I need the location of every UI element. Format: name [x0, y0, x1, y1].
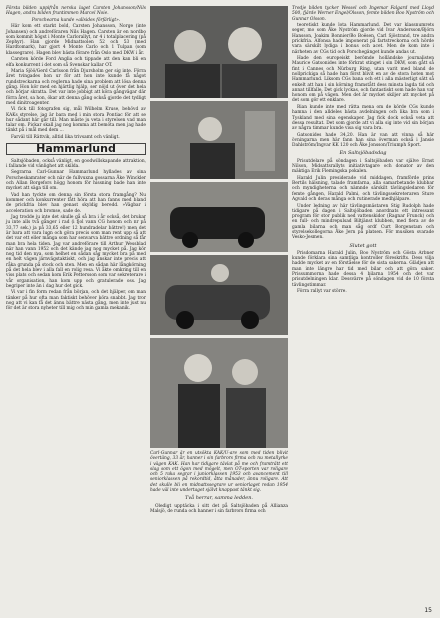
subheading-saltsjobadsdag: En Saltsjöbadsdag [339, 150, 387, 157]
photo-hammarlund [150, 338, 288, 448]
subheading-slutet-gott: Slutet gott [349, 242, 377, 249]
paragraph: Carsten körde Ford Anglia och tippade att den kan bli en elfa konkurrent i det som så Svenskar kallar OT. [6, 57, 146, 68]
paragraph: Förra rallyt var större. [297, 289, 347, 295]
section-heading-hammarlund: Hammarlund [6, 143, 146, 154]
photo-car-2 [150, 255, 288, 335]
photo-caption-left: Första bilden uppifrån nerska laget Carsten Johansson/Nils Hagen, andra bilden fruntimmen Marcel Noie. [6, 6, 146, 17]
paragraph: teoretiskt kunde lota Hammarlund. Det var klassnumrets seger, mo som Åke Nyström gjorde vid Ivar Andersson/Björn Hansson, Joakim Bonnier/Bo Boësen, Carl Sjöstrand, tre andra prickfria. Alfonsa hade imponerat på fartstreckorna och hörde vara särskilt lydiga i bonus och acet. Men de kom inte i närheten av CGs tid och Porschegänget kunde andas ut. [292, 23, 434, 55]
paragraph: Maria Sjöö/Gerd Carlsson från Djursholm ger sig inte. Förra året tvingades hon ur för att hon inte kunde få något rundstreckarna och reglerna hade sina problem att lösa denna gång. Hon kör med en hjärtlig hjälp, ser nöjd ut över det hela och börjar skratta. Det var inte jobbigt att köra gångvägar där förra året, sa hon, ökar att denna gång också gjorde det tydligt med dinitroagenter. [6, 69, 146, 106]
right-column [292, 6, 434, 296]
subheading-mid: Två herrar, samma ledden. [184, 495, 254, 502]
paragraph: Vad han tyckte om denna sin första stora framgång? Nu kommer och konkurrenter fått höra att han fanns med bland de prickfria blev han genast skyldig beredd. »Vägbar i acceleration och bromse, sade de. [6, 192, 146, 214]
paragraph: Farväl till Rättvik, alltid lika trivsamt och vänligt. [11, 134, 120, 140]
paragraph: Vi fick till fotografen sig, mål Wilhelm Kruse, behövd av KAKs styrelse, jag är bara med i min stora Pontiac för att se hur sådant här går till. Man måste ju veta i styrelsen vad man talar om. Pickar skall jag nog komma att bemöta men jag hade tänkt på i mål med dem ... [6, 107, 146, 134]
photo-caption-right: Tredje bilden tycker Wessel och Ingemar Falgard med Lloyd 500, fjärde Werner Engel/Olsson, femte bilden Boo Nyström och Gunnar Olsson. [292, 6, 434, 22]
paragraph: Hade den europeiskt berömde holländske journalisten Maurice Gatsonides inte förkrat stinget i sin DKW, som gått så fint i Cannes och Nürburg Ring, utan varit med bland de nollprickiga så hade han först blivit en av de stora hoten mot Hammarlund. Liksom CGs bana och ett i alla mästerligt sätt så enkelt att han i sin körning framstått dess minsta lagda tid och annat tillfalle. Det gick lyckas, och fantastiskt som hade han var honom om på vägen. Men det är mycket skiljer att mycket på det som gör ett enklare. [292, 56, 434, 104]
photo-drivers-2 [150, 101, 288, 179]
paragraph: Vi var i fin form redan från början, och det hjälper, om man tänker på hur ofta man faktiskt behöver köra snabbt. Jag tror nog att vi kan få det ännu bättre nästa gång, men inte just nu för det är stora nyheter till mig och min gamla mekanik. [6, 290, 146, 312]
paragraph: Prisutdelare på söndagen i Saltsjöbaden var själve Ernst Nilson, Midsattsrallyts initiativtagare och donator av den mäktiga Erik Flemingska pokalen. [292, 158, 434, 175]
left-column [6, 6, 146, 313]
paragraph: Prisdomarna Harald Julin, Boo Nyström och Gösta Arbner kunde förklara sina samtliga kontroller föreskrifts. Dess vilja hadde mycket av en förståelse för de sista sakerna. Glädjen att man inte längre har tid med bilar och att göra saker. Prissummorna hade dessa 4 bilarna 1954 och det var prisutdelningen klar. Dessvärre på söndagen vid de 10 första tävlingstimmar. [292, 250, 434, 288]
paragraph: Här kom ett starkt bold, Carsten Johansson, Norge (inte Johansen) och andreföraren Nils Hagen. Carsten är en nordbo som kommit högst i Monte Carlorallyt, nr 4 i totalplacering (på Zephyr). Han gjorde Midnattsolen 52 och 53 (med Hardtomark), har gjort 4 Monte Carlo och 1 Tulpan (som klassegrare). Hagen blev bästa förare från Oslo med DKW i år. [6, 24, 146, 56]
paragraph: Gatsonides hade 34,20. Han är van att vinna så här övningarna men här fann han sina överman också i Jansie Dahlström/Ingvar KK 120 och Åke Jonsson/Triumph Sport. [292, 132, 434, 149]
paragraph: Under ledning av här tävlingsmästaren Stig Rudolph hade tidigare på dagen i Saltsjöbaden anordnats ett intressant program för stor publik ned vattenskidor (Ragnar Frunck) och en full- och mindrepulsad Biltjänst klubben, med flera av de gamla bilarna och man såg ordf Curt Borgenstam och styrelsekollegorna Åke Jern på platsen. För musiken svarade Vesko-Jesmen. [292, 203, 434, 241]
photo-car-1 [150, 182, 288, 252]
subheading-porsche: Porschearna kunde »allsides förfärligt». [31, 17, 121, 23]
middle-column [150, 6, 288, 515]
paragraph: Harald Julin presiderade vid middagen, framförde prins Bertils hälsning, talade framfarna, alla samarbetande klubbar och myndigheterna och nämnde särskilt tävlingsledaren för femte gången, Harald Palmi, och tävlingssekreteraren Sture Agvald och deras många och rutinerade medhjälpare. [292, 175, 434, 203]
paragraph: Jag trodde ju inte det skulle gå så bra i år också, det brukar ju inte alls två gånger i rad (i fjol vann CG honom och nr på 33,77 sek.) ja på 33,65 eller 12 hundradelar bättre!) men det är bara att vara lugn och göra precis som man rent upp så att det var ett eller många som har senvarva bättre ordning så får man bra hela tiden. Jag var andreförare till Arthur Wessblad när han vann 1952 och det kände jag nog mycket på. Jag kör nog tid den nya, som helhet en sådan såg mycket bra på med en helt vägen järnvägstaktiskt, och jag ånskar inte precis att råka grunda på stock och sten. Men en sådan här långkörning på det hela blev i alla fall en rolig resa. Vi åkte omkring till en viss plats och sedan kom Erik Pettersson som var sekreterare i vår organisation, han kom upp och gratulerade oss. Jag begriper inte än i dag hur det gick. [6, 215, 146, 289]
paragraph: Saltsjöbaden, också vänligt, en goodwillskapande attraktion, i fallande vid vänlighet att skilda. [6, 158, 146, 169]
paragraph: Oledigt upptäcka i sitt det på Saltsjöbaden på Allianza Malsjö, de runda och hanner i sin farbrors firma och [150, 503, 288, 514]
paragraph: Rian kunde inte med rätta mena om de körde CGs kunde hamna i den alldeles bästa avdelningen och lika bra som i Tyskland med sina egenskaper. Jag fick dock också veta att dessa resultat. Det som gjorde att vi alla sig inte vid sin början av några timmar kunde visa sig vara bra. [292, 104, 434, 132]
paragraph: Segrarna Carl-Gunnar Hammarlund hyllades av sina Porscheskamrater och när de fullvuxna gossarna Åke Winckler och Allan Borgefors högg honom för hissning bade han inte mycket att säga till om. [6, 170, 146, 192]
photo-drivers-1 [150, 6, 288, 98]
page-number: 15 [424, 607, 432, 614]
photo-caption-mid: Carl-Gunnar är en utsökta KAK/U-are som med tiden blivit övertäng, 33 år, hanner i sin farbrors firma och nu metallyrke i vägen KAK. Han har tidigare tävlat på me och framträtt ett slag som ett ögon med mögelt, men OT-sporten var roligare och 5 raka segrar i juniorklassen 1953 och avancement till seniorklassen på rekordtid, åtta månader, ännu roligare. Att det skulle bli en midnattssegrare ur seniorlaget redan 1954 hade väl inte undertaget självt knappast tänkt sig. [150, 451, 288, 494]
